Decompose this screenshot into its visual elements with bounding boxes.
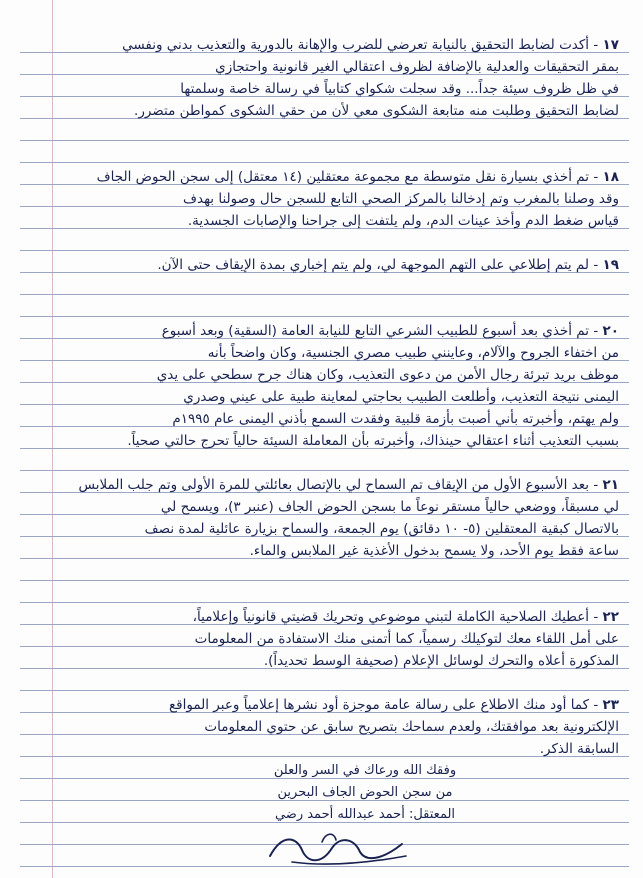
paragraph-number: ٢١ (602, 477, 619, 493)
paragraph-21-line-3: بالاتصال كبقية المعتقلين (٥- ١٠ دقائق) يوم الجمعة، والسماح بزيارة عائلية لمدة نصف (144, 521, 619, 537)
paragraph-text: أكدت لضابط التحقيق بالنيابة تعرضي للضرب والإهانة بالدورية والتعذيب بدني ونفسي (122, 37, 590, 53)
closing-greeting: وفقك الله ورعاك في السر والعلن (273, 763, 457, 778)
paragraph-20-line-4: اليمنى نتيجة التعذيب، وأطلعت الطبيب بحاجتي لمعاينة طبية على عيني وصدري (183, 389, 619, 405)
paragraph-20-line-1: ٢٠ - تم أخذي بعد أسبوع للطبيب الشرعي التابع للنيابة العامة (السقية) وبعد أسبوع (161, 323, 619, 339)
paragraph-18-line-1: ١٨ - تم أخذي بسيارة نقل متوسطة مع مجموعة معتقلين (١٤ معتقل) إلى سجن الحوض الجاف (96, 169, 619, 185)
paragraph-17-line-3: في ظل ظروف سيئة جداً... وقد سجلت شكواي كتابياً في رسالة خاصة وسلمتها (180, 81, 619, 97)
signature (262, 826, 412, 870)
paragraph-text: كما أود منك الاطلاع على رسالة عامة موجزة أود نشرها إعلامياً وعبر المواقع (168, 697, 590, 713)
paragraph-19-line-1: ١٩ - لم يتم إطلاعي على التهم الموجهة لي، ولم يتم إخباري بمدة الإيقاف حتى الآن. (157, 257, 619, 273)
paragraph-23-line-1: ٢٣ - كما أود منك الاطلاع على رسالة عامة موجزة أود نشرها إعلامياً وعبر المواقع (168, 697, 619, 713)
paragraph-18-line-2: وقد وصلنا بالمغرب وتم إدخالنا بالمركز الصحي التابع للسجن حال وصولنا بهدف (183, 191, 619, 207)
paragraph-number: ٢٣ (602, 697, 619, 713)
paragraph-text: لم يتم إطلاعي على التهم الموجهة لي، ولم يتم إخباري بمدة الإيقاف حتى الآن. (157, 257, 590, 273)
paragraph-text: أعطيك الصلاحية الكاملة لتبني موضوعي وتحريك قضيتي قانونياً وإعلامياً، (192, 609, 590, 625)
paragraph-22-line-2: على أمل اللقاء معك لتوكيلك رسمياً، كما أتمنى منك الاستفادة من المعلومات (194, 631, 619, 647)
paragraph-21-line-4: ساعة فقط يوم الأحد، ولا يسمح بدخول الأغذية غير الملابس والماء. (249, 543, 619, 559)
paragraph-number: ١٩ (602, 257, 619, 273)
ruled-line (20, 580, 629, 581)
paragraph-17-line-2: بمقر التحقيقات والعدلية بالإضافة لظروف اعتقالي الغير قانونية واحتجازي (215, 59, 619, 75)
ruled-line (20, 250, 629, 251)
paragraph-number: ١٨ (602, 169, 619, 185)
ruled-line (20, 470, 629, 471)
ruled-line (20, 602, 629, 603)
paragraph-number: ١٧ (602, 37, 619, 53)
paragraph-number: ٢٢ (602, 609, 619, 625)
paragraph-20-line-2: من اختفاء الجروح والآلام، وعاينني طبيب مصري الجنسية، وكان واضحاً بأنه (207, 345, 619, 361)
paragraph-22-line-3: المذكورة أعلاه والتحرك لوسائل الإعلام (صحيفة الوسط تحديداً). (263, 653, 619, 669)
paragraph-21-line-2: لي مسبقاً، ووضعي حالياً مستقر نوعاً ما بسجن الحوض الجاف (عنبر ٣)، ويسمح لي (160, 499, 619, 515)
paragraph-22-line-1: ٢٢ - أعطيك الصلاحية الكاملة لتبني موضوعي وتحريك قضيتي قانونياً وإعلامياً، (192, 609, 619, 625)
paragraph-17-line-4: لضابط التحقيق وطلبت منه متابعة الشكوى معي لأن من حقي الشكوى كمواطن متضرر. (134, 103, 619, 119)
ruled-line (20, 690, 629, 691)
paragraph-23-line-2: الإلكترونية بعد موافقتك، ولعدم سماحك بتصريح سابق عن حتوي المعلومات (204, 719, 619, 735)
paragraph-20-line-5: ولم يهتم، وأخبرته بأني أصبت بأزمة قلبية وفقدت السمع بأذني اليمنى عام ١٩٩٥م (172, 411, 619, 427)
paragraph-20-line-6: بسبب التعذيب أثناء اعتقالي حينذاك، وأخبرته بأن المعاملة السيئة حالياً تحرج حالتي صحياً. (127, 433, 619, 449)
paragraph-20-line-3: موظف بريد تبرئة رجال الأمن من دعوى التعذيب، وكان هناك جرح سطحي على يدي (156, 367, 619, 383)
paragraph-number: ٢٠ (602, 323, 619, 339)
ruled-line (20, 162, 629, 163)
paragraph-23-line-3: السابقة الذكر. (539, 741, 619, 757)
ruled-line (20, 316, 629, 317)
closing-location: من سجن الحوض الجاف البحرين (277, 785, 453, 800)
closing-signer: المعتقل: أحمد عبدالله أحمد رضي (274, 807, 456, 822)
paragraph-18-line-3: قياس ضغط الدم وأخذ عينات الدم، ولم يلتفت إلى جراحنا والإصابات الجسدية. (187, 213, 619, 229)
ruled-line (20, 140, 629, 141)
paragraph-text: تم أخذي بعد أسبوع للطبيب الشرعي التابع للنيابة العامة (السقية) وبعد أسبوع (161, 323, 590, 339)
paragraph-text: تم أخذي بسيارة نقل متوسطة مع مجموعة معتقلين (١٤ معتقل) إلى سجن الحوض الجاف (96, 169, 590, 185)
ruled-line (20, 294, 629, 295)
paragraph-text: بعد الأسبوع الأول من الإيقاف تم السماح لي بالإتصال بعائلتي للمرة الأولى وتم جلب الملابس (78, 477, 590, 493)
paragraph-21-line-1: ٢١ - بعد الأسبوع الأول من الإيقاف تم السماح لي بالإتصال بعائلتي للمرة الأولى وتم جلب الملابس (78, 477, 619, 493)
paragraph-17-line-1: ١٧ - أكدت لضابط التحقيق بالنيابة تعرضي للضرب والإهانة بالدورية والتعذيب بدني ونفسي (122, 37, 619, 53)
